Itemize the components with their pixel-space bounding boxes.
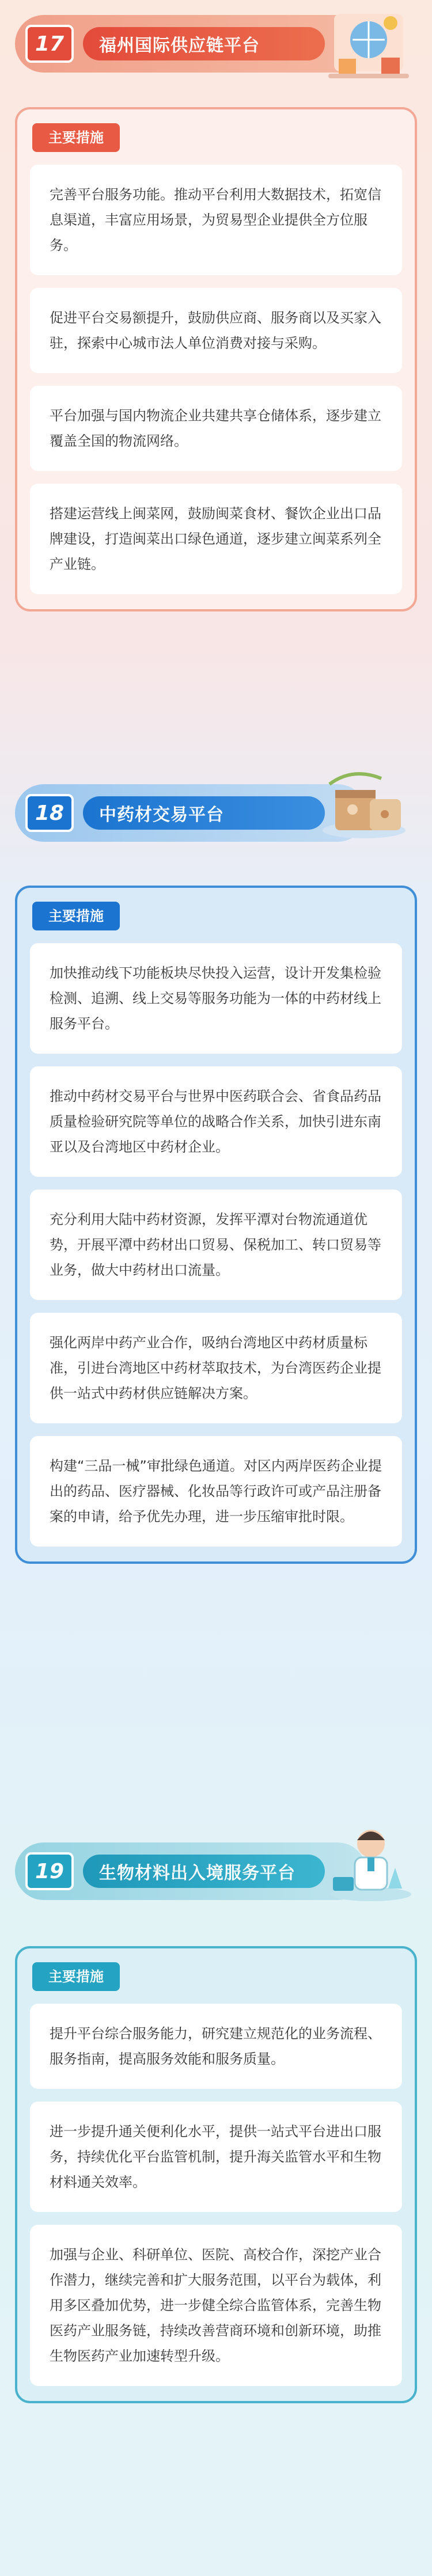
- measure-card: 构建“三品一械”审批绿色通道。对区内两岸医药企业提出的药品、医疗器械、化妆品等行政许可或产品注册备案的申请，给予优先办理，进一步压缩审批时限。: [30, 1436, 402, 1547]
- measure-card: 完善平台服务功能。推动平台利用大数据技术，拓宽信息渠道，丰富应用场景，为贸易型企业提供全方位服务。: [30, 165, 402, 275]
- section-title-pill: [83, 27, 325, 60]
- measure-card: 平台加强与国内物流企业共建共享仓储体系，逐步建立覆盖全国的物流网络。: [30, 386, 402, 471]
- measure-card: 提升平台综合服务能力，研究建立规范化的业务流程、服务指南，提高服务效能和服务质量。: [30, 2004, 402, 2089]
- measures-tag: 主要措施: [32, 123, 120, 152]
- measure-card: 加快推动线下功能板块尽快投入运营，设计开发集检验检测、追溯、线上交易等服务功能为一体的中药材线上服务平台。: [30, 943, 402, 1054]
- section-title: 生物材料出入境服务平台: [99, 1863, 295, 1883]
- section-number: 17: [25, 25, 74, 63]
- section-panel: [15, 1946, 417, 2403]
- herbal-medicine-illustration: [318, 761, 410, 848]
- section-number: 19: [25, 1852, 74, 1890]
- section-number: 18: [25, 794, 74, 832]
- section-title-pill: [83, 796, 325, 830]
- measure-card: 加强与企业、科研单位、医院、高校合作，深挖产业合作潜力，继续完善和扩大服务范围，以平台为载体，利用多区叠加优势，进一步健全综合监管体系，完善生物医药产业服务链，持续改善营商环境和创新环境，助推生物医药产业加速转型升级。: [30, 2225, 402, 2386]
- measure-card: 进一步提升通关便利化水平，提供一站式平台进出口服务，持续优化平台监管机制，提升海关监管水平和生物材料通关效率。: [30, 2102, 402, 2212]
- measures-tag: 主要措施: [32, 1962, 120, 1991]
- measure-card: 充分利用大陆中药材资源，发挥平潭对台物流通道优势，开展平潭中药材出口贸易、保税加工、转口贸易等业务，做大中药材出口流量。: [30, 1190, 402, 1300]
- section-title: 中药材交易平台: [99, 805, 224, 825]
- section-banner: [15, 1842, 366, 1900]
- measure-card: 强化两岸中药产业合作，吸纳台湾地区中药材质量标准，引进台湾地区中药材萃取技术，为台湾医药企业提供一站式中药材供应链解决方案。: [30, 1313, 402, 1423]
- section-panel: [15, 107, 417, 611]
- supply-chain-illustration: [323, 2, 415, 89]
- section-title: 福州国际供应链平台: [99, 36, 260, 56]
- section-panel: [15, 886, 417, 1564]
- section-banner: [15, 15, 366, 73]
- section-title-pill: [83, 1855, 325, 1888]
- measure-card: 搭建运营线上闽菜网，鼓励闽菜食材、餐饮企业出口品牌建设，打造闽菜出口绿色通道，逐步建立闽菜系列全产业链。: [30, 484, 402, 594]
- scientist-illustration: [325, 1819, 417, 1906]
- measures-tag: 主要措施: [32, 902, 120, 930]
- section-banner: [15, 784, 366, 842]
- measure-card: 促进平台交易额提升，鼓励供应商、服务商以及买家入驻，探索中心城市法人单位消费对接与采购。: [30, 288, 402, 373]
- measure-card: 推动中药材交易平台与世界中医药联合会、省食品药品质量检验研究院等单位的战略合作关系，加快引进东南亚以及台湾地区中药材企业。: [30, 1066, 402, 1177]
